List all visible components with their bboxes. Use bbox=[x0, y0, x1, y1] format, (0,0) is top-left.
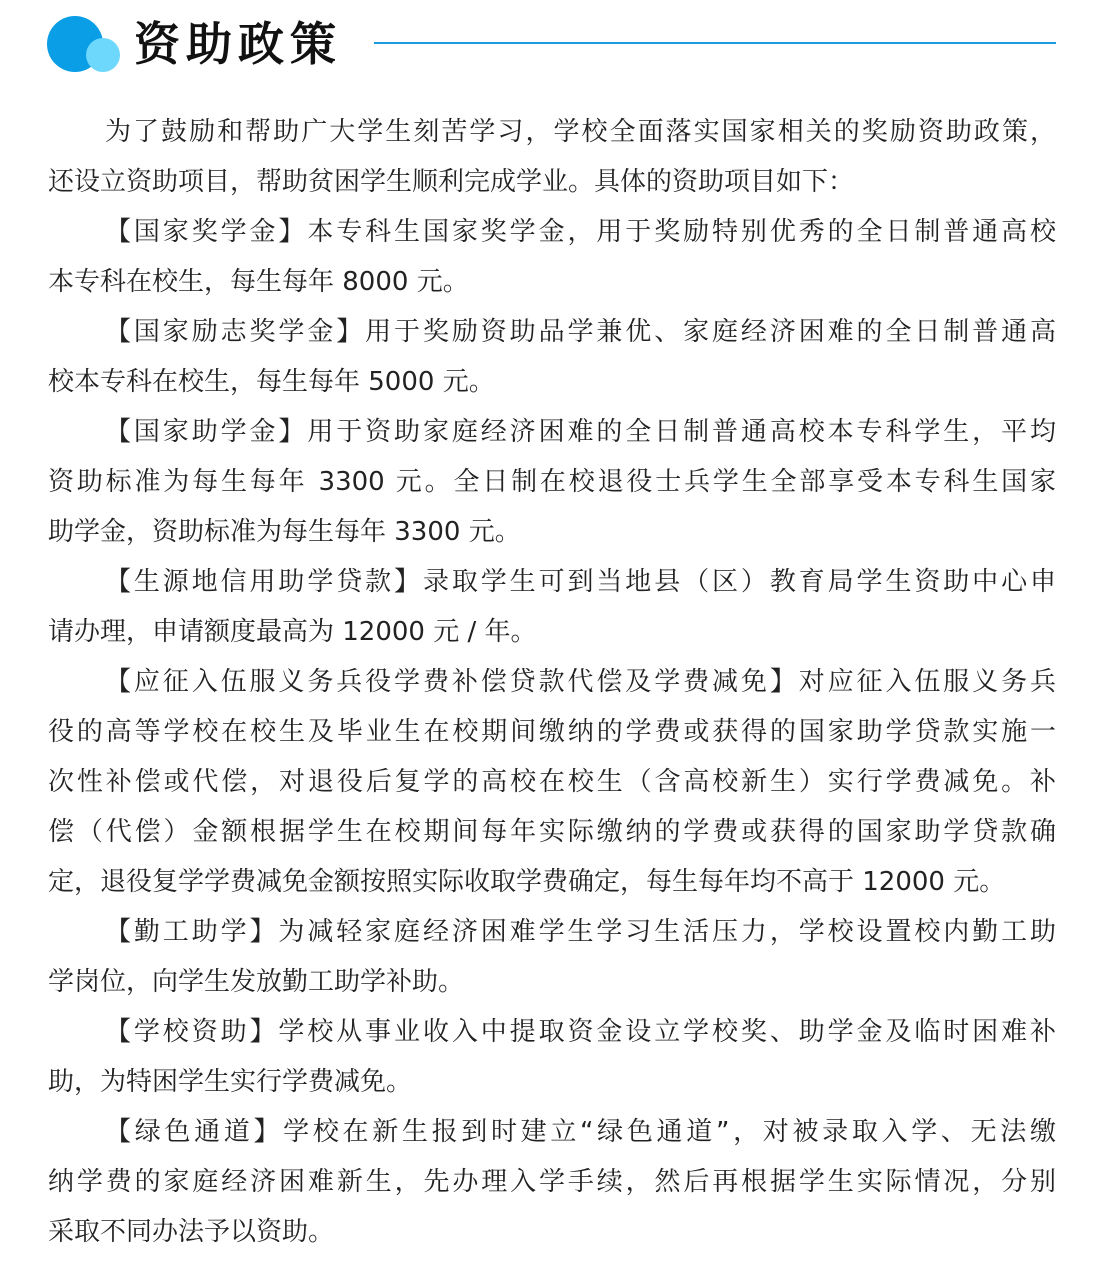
paragraph-line: 学岗位，向学生发放勤工助学补助。 bbox=[48, 967, 465, 997]
paragraph-line: 【国家奖学金】本专科生国家奖学金，用于奖励特别优秀的全日制普通高校 bbox=[105, 217, 1056, 247]
paragraph-line: 偿（代偿）金额根据学生在校期间每年实际缴纳的学费或获得的国家助学贷款确 bbox=[48, 817, 1056, 847]
paragraph-line: 【应征入伍服义务兵役学费补偿贷款代偿及学费减免】对应征入伍服义务兵 bbox=[105, 667, 1056, 697]
paragraph-line: 校本专科在校生，每生每年 5000 元。 bbox=[48, 367, 495, 397]
paragraph-line: 【国家助学金】用于资助家庭经济困难的全日制普通高校本专科学生，平均 bbox=[105, 417, 1056, 447]
policy-paragraph bbox=[48, 407, 1056, 557]
header-divider bbox=[374, 42, 1056, 44]
paragraph-line: 【学校资助】学校从事业收入中提取资金设立学校奖、助学金及临时困难补 bbox=[105, 1017, 1056, 1047]
policy-paragraph bbox=[48, 207, 1056, 307]
paragraph-line: 助学金，资助标准为每生每年 3300 元。 bbox=[48, 517, 521, 547]
paragraph-line: 【生源地信用助学贷款】录取学生可到当地县（区）教育局学生资助中心申 bbox=[105, 567, 1056, 597]
policy-paragraph bbox=[48, 657, 1056, 907]
paragraph-line: 为了鼓励和帮助广大学生刻苦学习，学校全面落实国家相关的奖励资助政策， bbox=[105, 117, 1056, 147]
policy-paragraph bbox=[48, 907, 1056, 1007]
policy-paragraph bbox=[48, 307, 1056, 407]
paragraph-line: 请办理，申请额度最高为 12000 元 / 年。 bbox=[48, 617, 537, 647]
paragraph-line: 采取不同办法予以资助。 bbox=[48, 1217, 335, 1247]
policy-paragraph bbox=[48, 1007, 1056, 1107]
paragraph-line: 次性补偿或代偿，对退役后复学的高校在校生（含高校新生）实行学费减免。补 bbox=[48, 767, 1056, 797]
paragraph-line: 定，退役复学学费减免金额按照实际收取学费确定，每生每年均不高于 12000 元。 bbox=[48, 867, 1006, 897]
paragraph-line: 【国家励志奖学金】用于奖励资助品学兼优、家庭经济困难的全日制普通高 bbox=[105, 317, 1056, 347]
paragraph-line: 纳学费的家庭经济困难新生，先办理入学手续，然后再根据学生实际情况，分别 bbox=[48, 1167, 1056, 1197]
paragraph-line: 【绿色通道】学校在新生报到时建立“绿色通道”，对被录取入学、无法缴 bbox=[105, 1117, 1056, 1147]
paragraph-line: 本专科在校生，每生每年 8000 元。 bbox=[48, 267, 469, 297]
paragraph-line: 【勤工助学】为减轻家庭经济困难学生学习生活压力，学校设置校内勤工助 bbox=[105, 917, 1056, 947]
policy-text bbox=[48, 107, 1056, 1257]
section-header bbox=[0, 0, 1102, 90]
paragraph-line: 资助标准为每生每年 3300 元。全日制在校退役士兵学生全部享受本专科生国家 bbox=[48, 467, 1056, 497]
decorative-circle-small-icon bbox=[86, 38, 120, 72]
policy-paragraph bbox=[48, 557, 1056, 657]
paragraph-line: 助，为特困学生实行学费减免。 bbox=[48, 1067, 413, 1097]
paragraph-line: 役的高等学校在校生及毕业生在校期间缴纳的学费或获得的国家助学贷款实施一 bbox=[48, 717, 1056, 747]
policy-paragraph bbox=[48, 107, 1056, 207]
policy-paragraph bbox=[48, 1107, 1056, 1257]
paragraph-line: 还设立资助项目，帮助贫困学生顺利完成学业。具体的资助项目如下： bbox=[48, 167, 855, 197]
page-title: 资助政策 bbox=[134, 17, 342, 71]
